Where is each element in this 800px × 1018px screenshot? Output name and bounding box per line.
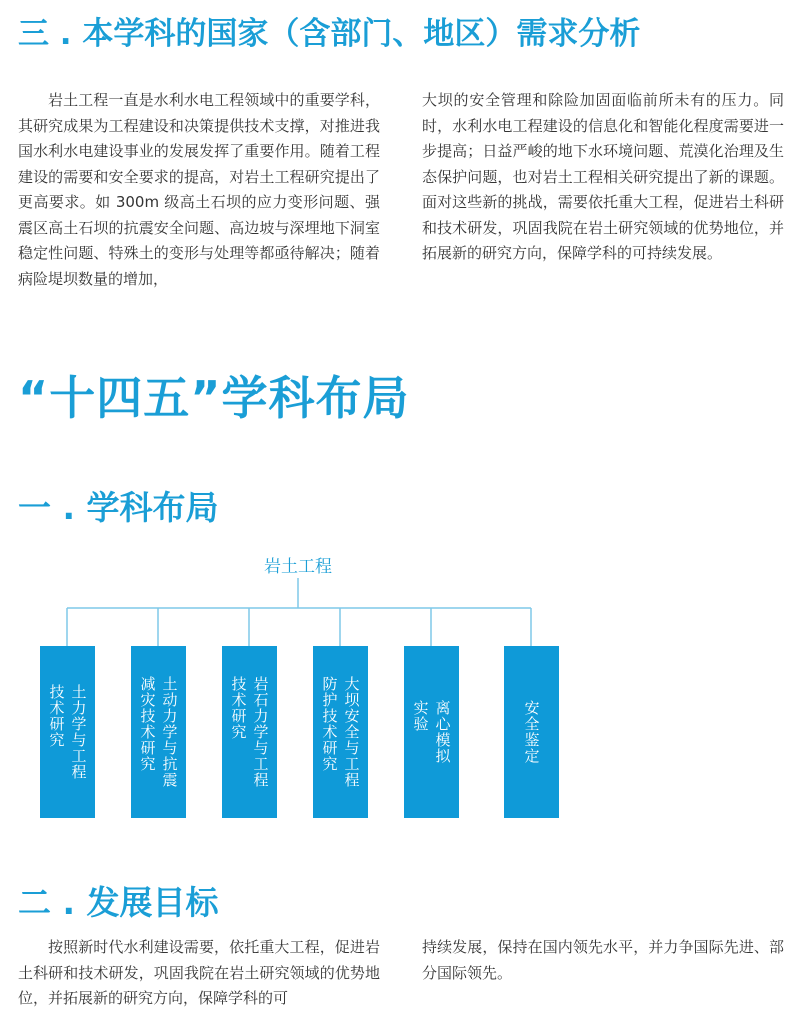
org-node-soil-dynamics: [131, 646, 186, 818]
org-node-dam-safety: [313, 646, 368, 818]
section3-title: 三 . 本学科的国家（含部门、地区）需求分析: [18, 16, 641, 52]
org-node-soil-mechanics: [40, 646, 95, 818]
section2-title: 二 . 发展目标: [18, 883, 219, 922]
main-title: “十四五”学科布局: [18, 371, 410, 425]
section3-paragraph-left: 岩土工程一直是水利水电工程领域中的重要学科，其研究成果为工程建设和决策提供技术支撑，对推进我国水利水电建设事业的发展发挥了重要作用。随着工程建设的需要和安全要求的提高，对岩土工程研究提出了更高要求。如 300m 级高土石坝的应力变形问题、强震区高土石坝的抗震安全问题、高边坡与深埋地下洞室稳定性问题、特殊土的变形与处理等都亟待解决；随着病险堤坝数量的增加，: [18, 91, 380, 288]
section1-title: 一 . 学科布局: [18, 488, 219, 527]
org-node-text: 岩石力学与工程 技术研究: [229, 676, 270, 788]
org-node-rock-mechanics: [222, 646, 277, 818]
section2-paragraph-left: 按照新时代水利建设需要，依托重大工程，促进岩土科研和技术研发，巩固我院在岩土研究领域的优势地位，并拓展新的研究方向，保障学科的可: [18, 938, 380, 1007]
org-node-text: 离心模拟 实验: [411, 700, 452, 764]
section3-paragraph-right: 大坝的安全管理和除险加固面临前所未有的压力。同时，水利水电工程建设的信息化和智能化程度需要进一步提高；日益严峻的地下水环境问题、荒漠化治理及生态保护问题，也对岩土工程相关研究提出了新的课题。面对这些新的挑战，需要依托重大工程，促进岩土科研和技术研发，巩固我院在岩土研究领域的优势地位，并拓展新的研究方向，保障学科的可持续发展。: [422, 91, 784, 262]
org-node-centrifuge: [404, 646, 459, 818]
org-node-text: 大坝安全与工程 防护技术研究: [320, 676, 361, 788]
org-node-text: 土力学与工程 技术研究: [47, 684, 88, 780]
section2-paragraph-right: 持续发展，保持在国内领先水平，并力争国际先进、部分国际领先。: [422, 938, 784, 982]
org-node-text: 土动力学与抗震 减灾技术研究: [138, 676, 179, 788]
org-node-safety-appraisal: [504, 646, 559, 818]
org-node-text: 安全鉴定: [522, 700, 541, 764]
org-root-label: 岩土工程: [264, 557, 332, 577]
